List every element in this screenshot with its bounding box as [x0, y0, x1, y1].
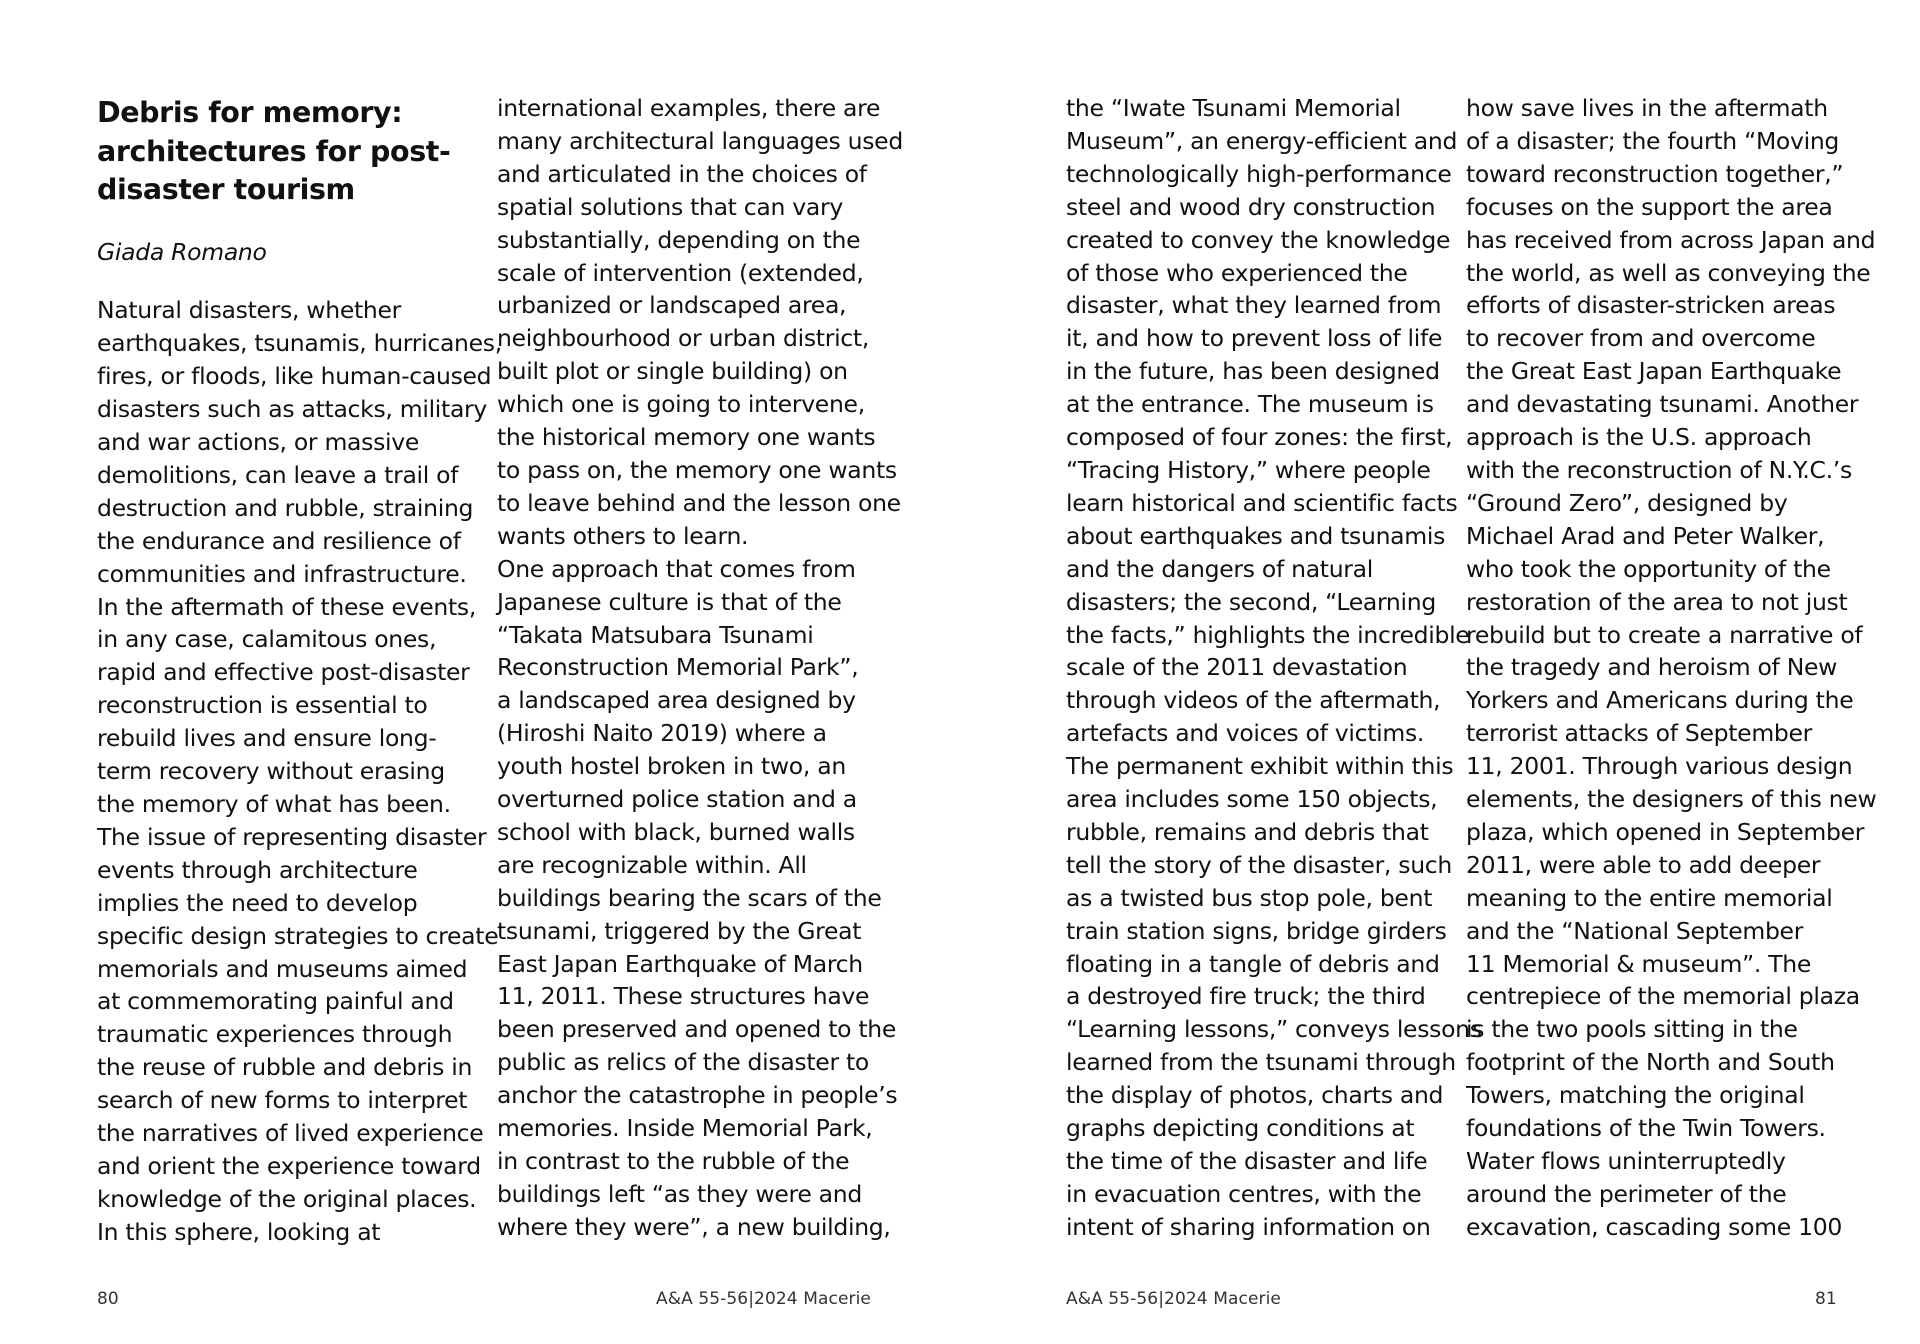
text-line: plaza, which opened in September — [1466, 817, 1865, 846]
text-line: (Hiroshi Naito 2019) where a — [497, 719, 827, 748]
title-line: Debris for memory: — [97, 96, 403, 129]
text-line: at the entrance. The museum is — [1066, 390, 1434, 419]
text-line: buildings left “as they were and — [497, 1179, 862, 1208]
page-number-right: 81 — [1815, 1289, 1837, 1309]
text-line: of a disaster; the fourth “Moving — [1466, 126, 1840, 155]
body-text — [497, 92, 903, 1244]
text-line: memorials and museums aimed — [97, 954, 468, 983]
text-line: the endurance and resilience of — [97, 526, 461, 555]
text-line: the tragedy and heroism of New — [1466, 653, 1838, 682]
text-line: and the “National September — [1466, 916, 1804, 945]
text-line: youth hostel broken in two, an — [497, 752, 846, 781]
text-line: reconstruction is essential to — [97, 691, 428, 720]
text-line: technologically high-performance — [1066, 159, 1452, 188]
text-line: a destroyed fire truck; the third — [1066, 982, 1426, 1011]
text-line: how save lives in the aftermath — [1466, 94, 1828, 122]
text-line: elements, the designers of this new — [1466, 785, 1877, 814]
text-line: about earthquakes and tsunamis — [1066, 521, 1446, 550]
text-line: Natural disasters, whether — [97, 296, 401, 325]
text-line: “Tracing History,” where people — [1066, 455, 1431, 484]
body-text — [97, 294, 502, 1248]
text-line: overturned police station and a — [497, 785, 857, 814]
article-title — [97, 94, 502, 210]
text-line: the time of the disaster and life — [1066, 1147, 1428, 1175]
title-line: disaster tourism — [97, 173, 355, 206]
text-line: neighbourhood or urban district, — [497, 324, 870, 353]
column-3 — [1066, 92, 1482, 1244]
text-line: scale of the 2011 devastation — [1066, 653, 1408, 682]
text-line: and devastating tsunami. Another — [1466, 390, 1859, 419]
text-line: Reconstruction Memorial Park”, — [497, 653, 859, 682]
text-line: footprint of the North and South — [1466, 1048, 1835, 1077]
text-line: learn historical and scientific facts — [1066, 488, 1458, 517]
text-line: where they were”, a new building, — [497, 1212, 891, 1241]
text-line: term recovery without erasing — [97, 757, 445, 786]
text-line: Towers, matching the original — [1466, 1081, 1805, 1110]
text-line: to recover from and overcome — [1466, 324, 1816, 353]
text-line: centrepiece of the memorial plaza — [1466, 982, 1860, 1011]
text-line: excavation, cascading some 100 — [1466, 1212, 1843, 1241]
text-line: graphs depicting conditions at — [1066, 1114, 1415, 1143]
text-line: and the dangers of natural — [1066, 554, 1373, 583]
text-line: the narratives of lived experience — [97, 1119, 484, 1148]
text-line: tell the story of the disaster, such — [1066, 850, 1453, 879]
text-line: are recognizable within. All — [497, 850, 807, 879]
text-line: 2011, were able to add deeper — [1466, 850, 1821, 879]
text-line: focuses on the support the area — [1466, 192, 1833, 221]
text-line: to pass on, the memory one wants — [497, 455, 897, 484]
text-line: rubble, remains and debris that — [1066, 817, 1429, 846]
text-line: traumatic experiences through — [97, 1020, 453, 1049]
text-line: One approach that comes from — [497, 554, 856, 583]
text-line: international examples, there are — [497, 94, 881, 122]
text-line: communities and infrastructure. — [97, 559, 467, 588]
text-line: approach is the U.S. approach — [1466, 423, 1812, 452]
text-line: Michael Arad and Peter Walker, — [1466, 521, 1825, 550]
text-line: tsunami, triggered by the Great — [497, 916, 862, 945]
text-line: floating in a tangle of debris and — [1066, 949, 1440, 978]
text-line: meaning to the entire memorial — [1466, 883, 1833, 912]
text-line: at commemorating painful and — [97, 987, 454, 1016]
text-line: scale of intervention (extended, — [497, 258, 864, 287]
text-line: the display of photos, charts and — [1066, 1081, 1444, 1110]
text-line: “Learning lessons,” conveys lessons — [1066, 1015, 1482, 1044]
text-line: knowledge of the original places. — [97, 1184, 477, 1213]
text-line: events through architecture — [97, 855, 418, 884]
article-author: Giada Romano — [97, 237, 267, 266]
text-line: fires, or floods, like human-caused — [97, 362, 492, 391]
text-line: in contrast to the rubble of the — [497, 1147, 850, 1175]
text-line: around the perimeter of the — [1466, 1179, 1787, 1208]
text-line: composed of four zones: the first, — [1066, 423, 1453, 452]
text-line: rapid and effective post-disaster — [97, 658, 470, 687]
text-line: school with black, burned walls — [497, 817, 855, 846]
text-line: rebuild lives and ensure long- — [97, 724, 437, 753]
text-line: 11 Memorial & museum”. The — [1466, 949, 1812, 978]
text-line: steel and wood dry construction — [1066, 192, 1436, 221]
text-line: many architectural languages used — [497, 126, 903, 155]
text-line: created to convey the knowledge — [1066, 225, 1451, 254]
text-line: Water flows uninterruptedly — [1466, 1147, 1786, 1175]
text-line: The issue of representing disaster — [97, 822, 487, 851]
text-line: the reuse of rubble and debris in — [97, 1053, 473, 1082]
text-line: in any case, calamitous ones, — [97, 625, 437, 654]
text-line: destruction and rubble, straining — [97, 493, 474, 522]
text-line: foundations of the Twin Towers. — [1466, 1114, 1826, 1143]
body-text — [1066, 92, 1482, 1244]
text-line: intent of sharing information on — [1066, 1212, 1431, 1241]
text-line: and war actions, or massive — [97, 428, 420, 457]
text-line: rebuild but to create a narrative of — [1466, 620, 1863, 649]
text-line: the world, as well as conveying the — [1466, 258, 1871, 287]
text-line: toward reconstruction together,” — [1466, 159, 1844, 188]
text-line: efforts of disaster-stricken areas — [1466, 291, 1836, 320]
text-line: terrorist attacks of September — [1466, 719, 1813, 748]
text-line: train station signs, bridge girders — [1066, 916, 1447, 945]
text-line: specific design strategies to create — [97, 921, 499, 950]
text-line: anchor the catastrophe in people’s — [497, 1081, 898, 1110]
text-line: wants others to learn. — [497, 521, 749, 550]
text-line: and articulated in the choices of — [497, 159, 867, 188]
text-line: In the aftermath of these events, — [97, 592, 476, 621]
text-line: has received from across Japan and — [1466, 225, 1876, 254]
text-line: in evacuation centres, with the — [1066, 1179, 1422, 1208]
text-line: through videos of the aftermath, — [1066, 686, 1441, 715]
text-line: 11, 2001. Through various design — [1466, 752, 1853, 781]
text-line: artefacts and voices of victims. — [1066, 719, 1425, 748]
text-line: Yorkers and Americans during the — [1466, 686, 1854, 715]
text-line: demolitions, can leave a trail of — [97, 460, 459, 489]
text-line: “Takata Matsubara Tsunami — [497, 620, 814, 649]
text-line: learned from the tsunami through — [1066, 1048, 1456, 1077]
text-line: area includes some 150 objects, — [1066, 785, 1438, 814]
text-line: public as relics of the disaster to — [497, 1048, 869, 1077]
text-line: implies the need to develop — [97, 888, 418, 917]
text-line: been preserved and opened to the — [497, 1015, 897, 1044]
title-line: architectures for post- — [97, 134, 451, 168]
text-line: which one is going to intervene, — [497, 390, 865, 419]
text-line: restoration of the area to not just — [1466, 587, 1848, 616]
text-line: of those who experienced the — [1066, 258, 1408, 287]
text-line: In this sphere, looking at — [97, 1217, 381, 1246]
text-line: urbanized or landscaped area, — [497, 291, 847, 320]
text-line: East Japan Earthquake of March — [497, 949, 863, 978]
text-line: the facts,” highlights the incredible — [1066, 620, 1470, 649]
text-line: Museum”, an energy-efficient and — [1066, 126, 1458, 155]
text-line: to leave behind and the lesson one — [497, 488, 901, 517]
text-line: disasters such as attacks, military — [97, 395, 488, 424]
text-line: who took the opportunity of the — [1466, 554, 1831, 583]
text-line: 11, 2011. These structures have — [497, 982, 870, 1011]
text-line: the “Iwate Tsunami Memorial — [1066, 94, 1401, 122]
text-line: built plot or single building) on — [497, 357, 848, 386]
text-line: buildings bearing the scars of the — [497, 883, 882, 912]
column-4 — [1466, 92, 1876, 1244]
text-line: The permanent exhibit within this — [1066, 752, 1454, 781]
text-line: a landscaped area designed by — [497, 686, 856, 715]
text-line: spatial solutions that can vary — [497, 192, 843, 221]
text-line: is the two pools sitting in the — [1466, 1015, 1798, 1044]
text-line: disaster, what they learned from — [1066, 291, 1442, 320]
text-line: the memory of what has been. — [97, 790, 451, 818]
text-line: it, and how to prevent loss of life — [1066, 324, 1443, 353]
column-2 — [497, 92, 903, 1244]
text-line: in the future, has been designed — [1066, 357, 1440, 386]
text-line: “Ground Zero”, designed by — [1466, 488, 1788, 517]
text-line: memories. Inside Memorial Park, — [497, 1114, 873, 1143]
column-1 — [97, 92, 502, 1249]
text-line: the Great East Japan Earthquake — [1466, 357, 1842, 386]
text-line: search of new forms to interpret — [97, 1086, 468, 1115]
journal-footer-left: A&A 55-56|2024 Macerie — [656, 1289, 871, 1309]
text-line: and orient the experience toward — [97, 1151, 481, 1180]
text-line: substantially, depending on the — [497, 225, 861, 254]
text-line: Japanese culture is that of the — [497, 587, 842, 616]
text-line: the historical memory one wants — [497, 423, 876, 452]
body-text — [1466, 92, 1876, 1244]
page-number-left: 80 — [97, 1289, 119, 1309]
text-line: with the reconstruction of N.Y.C.’s — [1466, 455, 1852, 484]
text-line: disasters; the second, “Learning — [1066, 587, 1436, 616]
journal-footer-right: A&A 55-56|2024 Macerie — [1066, 1289, 1281, 1309]
text-line: earthquakes, tsunamis, hurricanes, — [97, 329, 502, 358]
text-line: as a twisted bus stop pole, bent — [1066, 883, 1433, 912]
